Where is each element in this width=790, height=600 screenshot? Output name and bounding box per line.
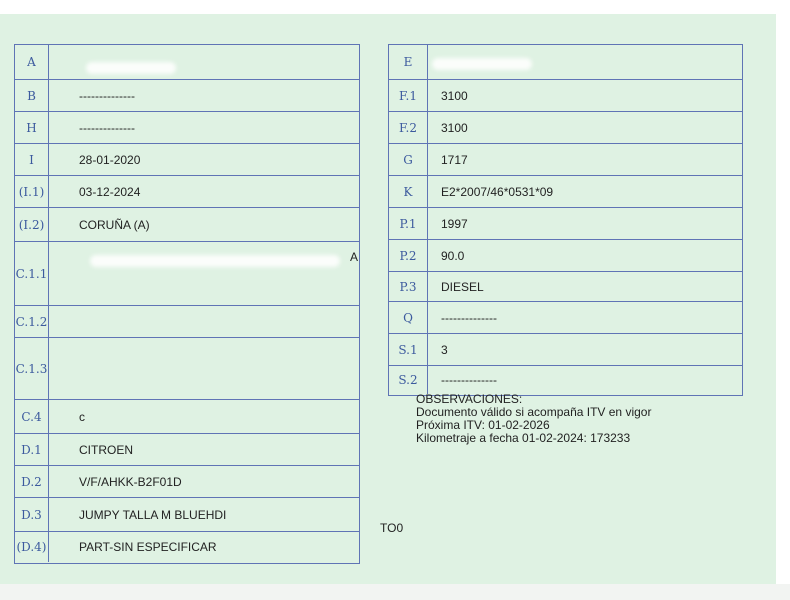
stamp-code: TO0 (380, 521, 404, 535)
redaction-mark-e (432, 58, 532, 70)
field-value: 03-12-2024 (79, 184, 141, 199)
field-value: 3 (441, 342, 448, 357)
field-code: C.1.1 (15, 242, 49, 305)
field-row-c13 (15, 337, 359, 399)
observation-line: Kilometraje a fecha 01-02-2024: 173233 (416, 431, 631, 445)
observations-block (416, 393, 651, 445)
field-row-k (389, 175, 742, 207)
field-row-a (15, 45, 359, 79)
field-value: JUMPY TALLA M BLUEHDI (79, 507, 227, 522)
field-code: P.2 (389, 240, 428, 271)
redaction-mark-c11 (90, 255, 340, 267)
scan-margin (0, 584, 790, 600)
field-code: A (15, 45, 49, 79)
field-value: -------------- (441, 310, 497, 325)
field-row-i1 (15, 175, 359, 207)
observations-heading: OBSERVACIONES: (416, 392, 523, 406)
field-value: 1997 (441, 216, 468, 231)
field-row-q (389, 301, 742, 333)
field-row-c12 (15, 305, 359, 337)
redaction-mark-a (86, 62, 176, 74)
field-value: 1717 (441, 152, 468, 167)
field-value: DIESEL (441, 279, 484, 294)
field-value: CITROEN (79, 442, 133, 457)
field-code: D.3 (15, 498, 49, 531)
field-row-p2 (389, 239, 742, 271)
field-code: I (15, 144, 49, 175)
field-code: C.4 (15, 400, 49, 433)
field-code: E (389, 45, 428, 79)
field-code: C.1.2 (15, 306, 49, 337)
field-row-d1 (15, 433, 359, 465)
field-row-p1 (389, 207, 742, 239)
field-row-b (15, 79, 359, 111)
field-value: CORUÑA (A) (79, 217, 150, 232)
field-value: E2*2007/46*0531*09 (441, 184, 554, 199)
c11-suffix-letter: A (350, 250, 359, 264)
observation-line: Próxima ITV: 01-02-2026 (416, 418, 550, 432)
field-value: V/F/AHKK-B2F01D (79, 474, 182, 489)
field-value: 3100 (441, 120, 468, 135)
field-code: C.1.3 (15, 338, 49, 399)
field-value: -------------- (441, 373, 497, 387)
field-code: (D.4) (15, 532, 49, 562)
field-code: F.2 (389, 112, 428, 143)
left-fields-table (14, 44, 360, 564)
field-code: D.1 (15, 434, 49, 465)
field-row-c11 (15, 241, 359, 305)
field-code: (I.2) (15, 208, 49, 241)
field-code: S.2 (389, 366, 428, 394)
field-row-p3 (389, 271, 742, 301)
field-row-d4 (15, 531, 359, 562)
field-code: B (15, 80, 49, 111)
field-code: H (15, 112, 49, 143)
field-code: Q (389, 302, 428, 333)
field-row-c4 (15, 399, 359, 433)
field-row-i2 (15, 207, 359, 241)
field-value: 3100 (441, 88, 468, 103)
field-code: (I.1) (15, 176, 49, 207)
right-fields-table (388, 44, 743, 396)
field-code: P.1 (389, 208, 428, 239)
field-row-s1 (389, 333, 742, 365)
field-code: P.3 (389, 272, 428, 301)
field-value: 28-01-2020 (79, 152, 141, 167)
field-row-f2 (389, 111, 742, 143)
field-code: D.2 (15, 466, 49, 497)
field-code: F.1 (389, 80, 428, 111)
field-row-g (389, 143, 742, 175)
field-row-h (15, 111, 359, 143)
field-value: c (79, 409, 85, 424)
field-code: G (389, 144, 428, 175)
field-row-f1 (389, 79, 742, 111)
field-code: S.1 (389, 334, 428, 365)
field-row-i (15, 143, 359, 175)
observation-line: Documento válido si acompaña ITV en vigor (416, 405, 652, 419)
field-value: 90.0 (441, 248, 465, 263)
field-row-d3 (15, 497, 359, 531)
field-value: PART-SIN ESPECIFICAR (79, 540, 217, 554)
field-row-d2 (15, 465, 359, 497)
field-code: K (389, 176, 428, 207)
field-row-s2 (389, 365, 742, 394)
field-value: -------------- (79, 120, 135, 135)
field-value: -------------- (79, 88, 135, 103)
